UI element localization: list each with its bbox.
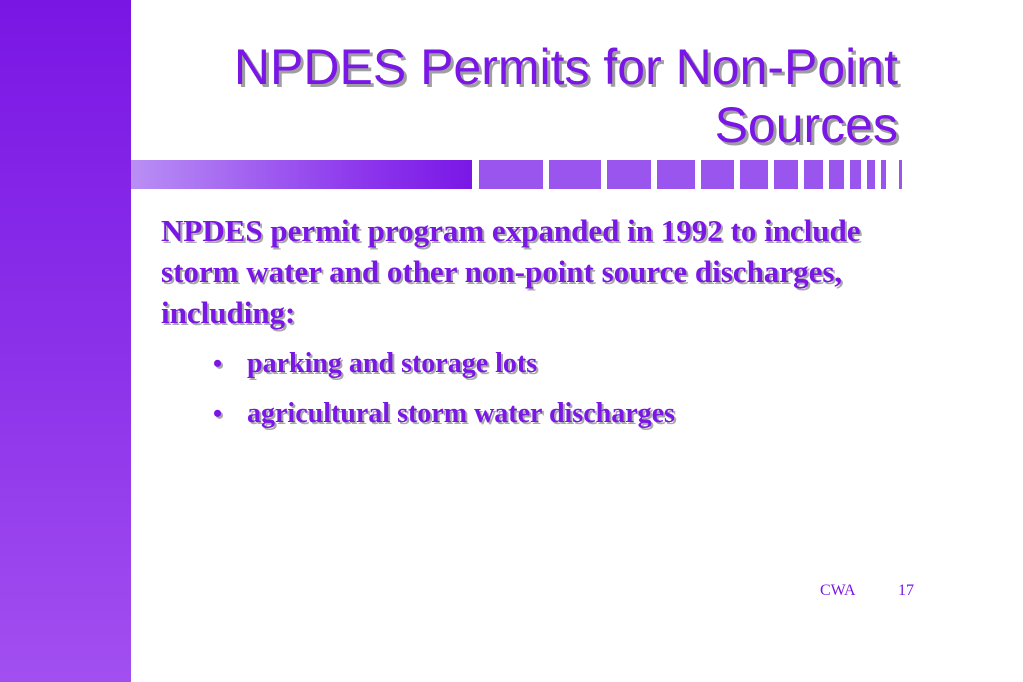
- bullet-text: parking and storage lots: [247, 348, 538, 379]
- title-line-2: Sources: [714, 97, 898, 153]
- divider-block: [657, 160, 695, 189]
- bullet-item: [205, 342, 925, 392]
- bullet-icon: •: [213, 399, 223, 428]
- bullet-icon: •: [213, 349, 223, 378]
- body-paragraph: NPDES permit program expanded in 1992 to include storm water and other non-point source discharges, including:: [161, 213, 861, 330]
- divider-block: [740, 160, 768, 189]
- divider-block: [899, 160, 902, 189]
- page-number: 17: [898, 582, 914, 599]
- divider-block: [804, 160, 823, 189]
- footer-label: CWA: [820, 582, 856, 599]
- bullet-list: [205, 342, 925, 442]
- bullet-text: agricultural storm water discharges: [247, 398, 675, 429]
- title-divider: [131, 160, 911, 189]
- left-accent-bar: [0, 0, 131, 682]
- divider-block: [881, 160, 886, 189]
- slide-title: [150, 38, 898, 154]
- divider-block: [549, 160, 601, 189]
- divider-gradient-segment: [131, 160, 472, 189]
- divider-block: [774, 160, 798, 189]
- divider-block: [607, 160, 651, 189]
- divider-block: [701, 160, 734, 189]
- divider-block: [479, 160, 543, 189]
- divider-block: [829, 160, 844, 189]
- divider-block: [867, 160, 875, 189]
- divider-block: [850, 160, 861, 189]
- title-line-1: NPDES Permits for Non-Point: [233, 39, 898, 95]
- bullet-item: [205, 392, 925, 442]
